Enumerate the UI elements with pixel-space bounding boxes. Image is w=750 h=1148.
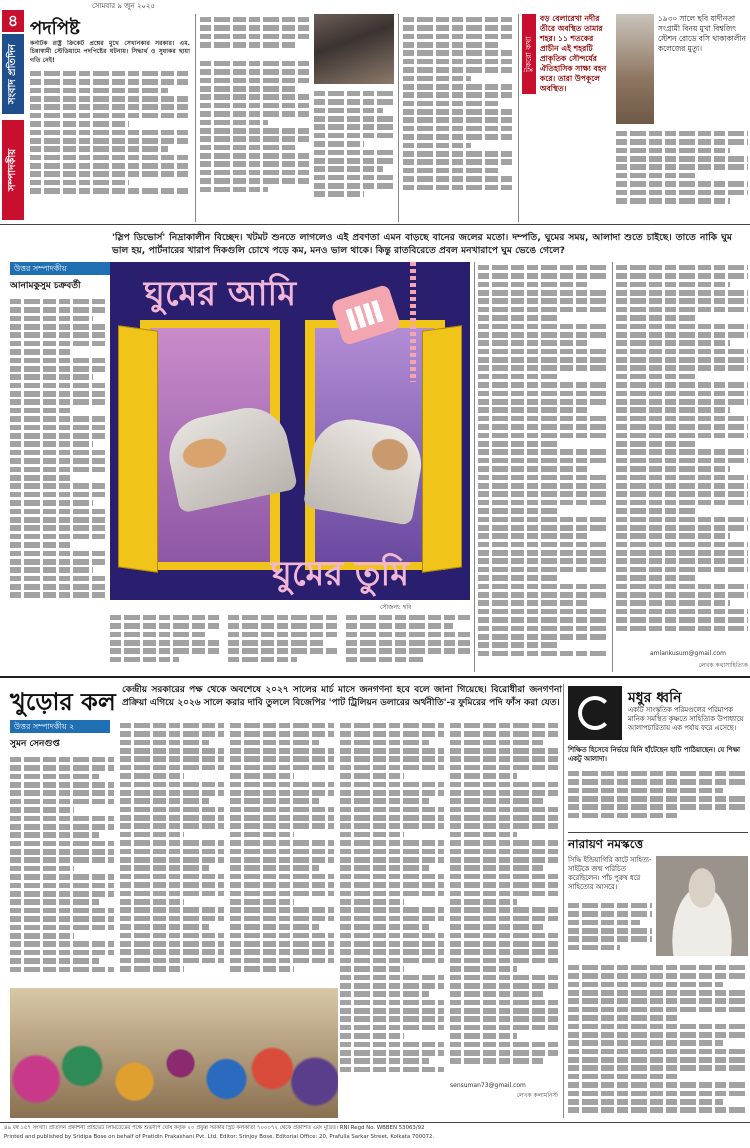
madhur-text: একটি সাংস্কৃতিক পরিমণ্ডলের পরিমাপক মানিক সমস্থিত কৃষ্ণতে সাহিত্যিক উপাধ্যায়ে আলাপচারিতায় এক পর্যায় ফরে এসেছে। bbox=[628, 706, 744, 732]
khuror-kol-kicker: কেন্দ্রীয় সরকারের পক্ষ থেকে অবশেষে ২০২৭ সালের মার্চ মাসে জনগণনা হবে বলে জানা গিয়েছে। বিরোধীরা জনগণনা প্রক্রিয়া এগিয়ে ২০২৬ সালে করার দাবি তুললে বিজেপির 'পাট ট্রিলিয়ন ডলারের অর্থনীতি'-র ফুমিরের পদি ফাঁস করা যেত। bbox=[122, 685, 562, 708]
sidebar-note-box bbox=[522, 14, 614, 220]
feature-illustration bbox=[110, 262, 470, 600]
illustration-title: ঘুমের আমি bbox=[143, 274, 297, 314]
section-label: সম্পাদকীয় bbox=[7, 148, 18, 192]
narayan-title: নারায়ণ নমস্কত্তে bbox=[568, 837, 644, 851]
feature-body-under-illustration-3 bbox=[346, 612, 470, 672]
illustration-credit: সৌজন্য: ছবি bbox=[380, 604, 412, 611]
editorial-body-col-1 bbox=[30, 68, 190, 220]
feature-body-col-right-2 bbox=[616, 262, 748, 644]
khuror-kol-body-col-3 bbox=[230, 720, 334, 984]
feature-body-col-1 bbox=[10, 296, 106, 606]
feature-kicker: 'স্লিপ ডিভোর্স' নিদ্রাকালীন বিচ্ছেদ। খটমট শুনতে লাগলেও এই প্রবণতা এমন বাড়ছে বানের জলের মতো। দম্পতি, ঘুমের সময়, আলাদা শুতে চাইছে। তাতে নাকি ঘুম ভাল হয়, পার্টনারের খারাপ দিকগুলি চোখে পড়ে কম, মনও ভাল থাকে। কিন্তু রাতবিরেতে প্রবল মনখারাপে ঘুম ভেঙে গেলে? bbox=[112, 232, 732, 256]
khuror-kol-title: খুড়োর কল bbox=[10, 688, 116, 716]
editorial-photo bbox=[200, 14, 310, 54]
khuror-kol-column-label: উত্তর সম্পাদকীয় ২ bbox=[10, 720, 110, 733]
feature-body-under-illustration-2 bbox=[228, 612, 340, 672]
khuror-kol-body-col-5 bbox=[450, 720, 558, 1080]
telephone-cord bbox=[410, 262, 416, 382]
section-vertical-label bbox=[2, 120, 24, 220]
khuror-kol-author: সুমন সেনগুপ্ত bbox=[10, 739, 60, 749]
editorial-body-col-4 bbox=[403, 14, 513, 220]
imprint-line-2: Printed and published by Sridipa Bose on behalf of Pratidin Prakashani Pvt. Ltd. Editor: Srinjoy Bose. Editorial Office: 20, Prafulla Sarkar Street, Kolkata 700072. bbox=[4, 1134, 435, 1140]
right-door-panel bbox=[422, 325, 462, 573]
crowd-photo bbox=[314, 14, 394, 84]
feature-author-footer: লেখক কথাসাহিত্যিক bbox=[698, 662, 748, 669]
narayan-text: সিদ্ধি ইন্ডিয়াগিরি কাটে সাহিত্য- সাইটকে জন্ম পরিচিত করেছিলেন। পাঁচ পুরুষ ধরে সাহিত্যের আসরে। bbox=[568, 856, 652, 891]
narayan-body-lower bbox=[568, 962, 748, 1118]
madhur-box-text: শিক্ষিত হিসেবে নির্ভয়ে যিনি হাঁটেছেন হাটি পাঠিয়াছেন। যে শিক্ষা একটু আলাদা। bbox=[568, 746, 741, 763]
madhur-logo-box bbox=[568, 686, 622, 740]
feature-author-email[interactable]: amlankusum@gmail.com bbox=[650, 650, 726, 657]
date-line: সোমবার ৯ জুন ২০২৫ bbox=[92, 2, 156, 10]
khuror-kol-body-col-2 bbox=[120, 720, 224, 984]
feature-column-label: উত্তর সম্পাদকীয় bbox=[10, 262, 110, 275]
crowd-women-photo bbox=[10, 988, 338, 1118]
khuror-kol-author-email[interactable]: sensuman73@gmail.com bbox=[450, 1082, 526, 1089]
editorial-body-col-2 bbox=[200, 58, 310, 220]
feature-author: আনামকুসুম চক্রবর্তী bbox=[10, 281, 81, 291]
left-door-panel bbox=[118, 325, 158, 573]
tower-photo-caption-col: ১৯৩০ সালে ছবি যাদীনতা সংগ্রামী বিনয় মুখা বিশ্বজিৎ স্টেশন রোডে বসি থাকাকালীন কলেজের মুত্যু। bbox=[658, 14, 746, 53]
page-number: ৪ bbox=[7, 11, 19, 30]
khuror-kol-body-col-1 bbox=[10, 754, 114, 984]
logo-text: সংবাদ প্রতিদিন bbox=[7, 43, 18, 105]
madhur-title: মধুর ধ্বনি bbox=[628, 690, 682, 706]
narayan-body bbox=[568, 900, 652, 960]
illustration-subtitle: ঘুমের তুমি bbox=[270, 554, 410, 594]
narayan-portrait bbox=[656, 856, 748, 956]
feature-body-col-right-1 bbox=[478, 262, 608, 670]
editorial-lead: কর্নাটক রাষ্ট্র ক্রিকেট প্রশ্নের মুখে সেখানকার সরকার। এম. চিন্নাস্বামী স্টেডিয়ামে পদপিষ্টের ঘটনায়। সিদ্ধার্থ ও সুধাকর ছায়া গতি নেই! bbox=[30, 40, 190, 64]
feature-body-under-illustration-1 bbox=[110, 612, 222, 672]
logo-vertical bbox=[2, 34, 24, 114]
khuror-kol-author-footer: লেখক কলামনিস্ট bbox=[516, 1092, 558, 1099]
khuror-kol-body-col-4 bbox=[340, 720, 444, 1090]
madhur-body bbox=[568, 768, 748, 830]
sidebar-body-bottom bbox=[616, 128, 748, 220]
editorial-title: পদপিষ্ট bbox=[30, 18, 80, 39]
masthead-date-bar bbox=[0, 0, 750, 10]
editorial-body-col-3 bbox=[314, 88, 394, 220]
sidebar-note-label: টুকরো কথা bbox=[522, 14, 536, 94]
page-number-box bbox=[2, 10, 24, 32]
tower-photo bbox=[616, 14, 654, 124]
imprint-line-1: ৪৯ বর্ষ ১৫৭ সংখ্যা। প্রতিদিন প্রকাশনী প্রাইভেট লিমিটেডের পক্ষে শুভদীপ ঘোষ কর্তৃক ২০ প্রফুল্ল সরকার স্ট্রিট কলকাতা ৭০০০৭২ থেকে প্রকাশিত এবং মুদ্রিত। RNI Regd No. WBBEN 53063/92 bbox=[4, 1125, 425, 1131]
sidebar-note-text: বড় বেলারেখা নদীর তীরে অবস্থিত তামার শহর। ১১ শতকের প্রাচীন এই শহরটি প্রাকৃতিক সৌন্দর্যের ঐতিহাসিক সাক্ষ্য বহন করে। তারা উপকূলে অবস্থিত। bbox=[540, 14, 607, 93]
